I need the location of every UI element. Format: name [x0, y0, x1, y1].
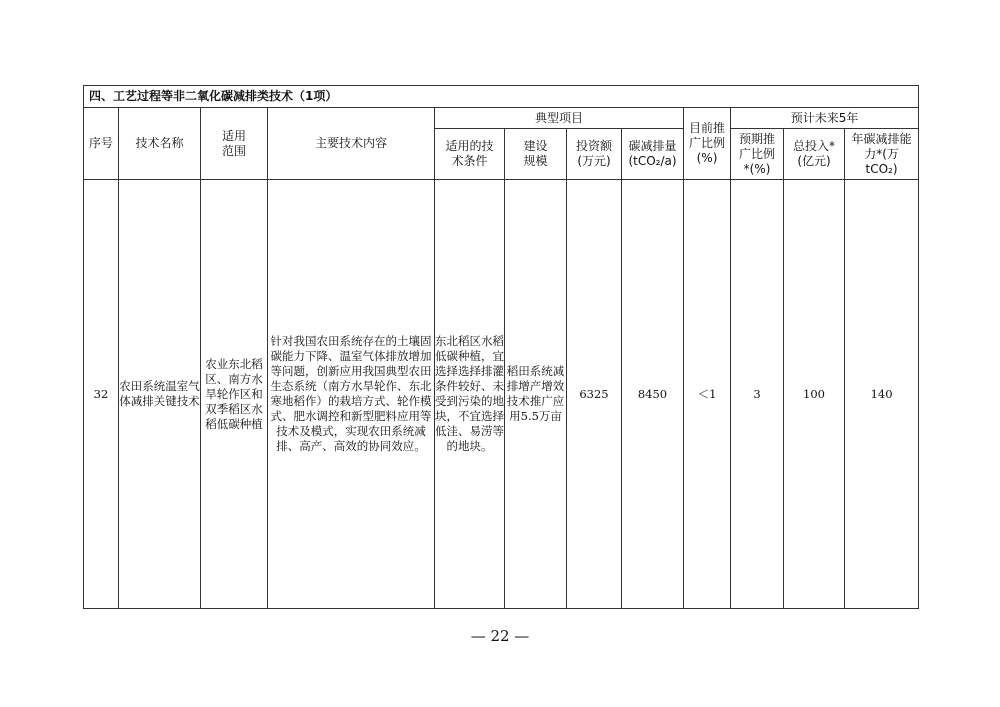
- header-investment: 投资额(万元): [567, 129, 622, 180]
- section-title: 四、工艺过程等非二氧化碳减排类技术（1项）: [84, 86, 919, 108]
- cell-tech-name: 农田系统温室气体减排关键技术: [119, 180, 201, 609]
- cell-scope: 农业东北稻区、南方水旱轮作区和双季稻区水稻低碳种植: [201, 180, 268, 609]
- page-number: — 22 —: [470, 627, 530, 645]
- header-scale: 建设规模: [505, 129, 567, 180]
- header-reduction: 碳减排量(tCO₂/a): [622, 129, 684, 180]
- cell-annual-capacity: 140: [845, 180, 919, 609]
- cell-reduction: 8450: [622, 180, 684, 609]
- cell-seq: 32: [84, 180, 119, 609]
- header-total-investment: 总投入*(亿元): [784, 129, 845, 180]
- header-expected-ratio: 预期推广比例*(%): [731, 129, 784, 180]
- cell-scale: 稻田系统减排增产增效技术推广应用5.5万亩: [505, 180, 567, 609]
- cell-content: 针对我国农田系统存在的土壤固碳能力下降、温室气体排放增加等问题，创新应用我国典型农田生态系统（南方水旱轮作、东北寒地稻作）的栽培方式、轮作模式、肥水调控和新型肥料应用等技术及模式，实现农田系统减排、高产、高效的协同效应。: [268, 180, 435, 609]
- header-conditions: 适用的技术条件: [435, 129, 505, 180]
- cell-conditions: 东北稻区水稻低碳种植，宜选择选择排灌条件较好、未受到污染的地块，不宜选择低洼、易涝等的地块。: [435, 180, 505, 609]
- header-scope: 适用范围: [201, 108, 268, 180]
- cell-expected-ratio: 3: [731, 180, 784, 609]
- cell-investment: 6325: [567, 180, 622, 609]
- header-forecast: 预计未来5年: [731, 108, 919, 129]
- header-tech-name: 技术名称: [119, 108, 201, 180]
- technology-table: [83, 85, 919, 609]
- header-current-ratio: 目前推广比例(%): [684, 108, 731, 180]
- cell-current-ratio: ＜1: [684, 180, 731, 609]
- cell-total-investment: 100: [784, 180, 845, 609]
- header-seq: 序号: [84, 108, 119, 180]
- header-annual-capacity: 年碳减排能力*(万tCO₂): [845, 129, 919, 180]
- header-content: 主要技术内容: [268, 108, 435, 180]
- header-typical-project: 典型项目: [435, 108, 684, 129]
- table-row: [84, 180, 919, 609]
